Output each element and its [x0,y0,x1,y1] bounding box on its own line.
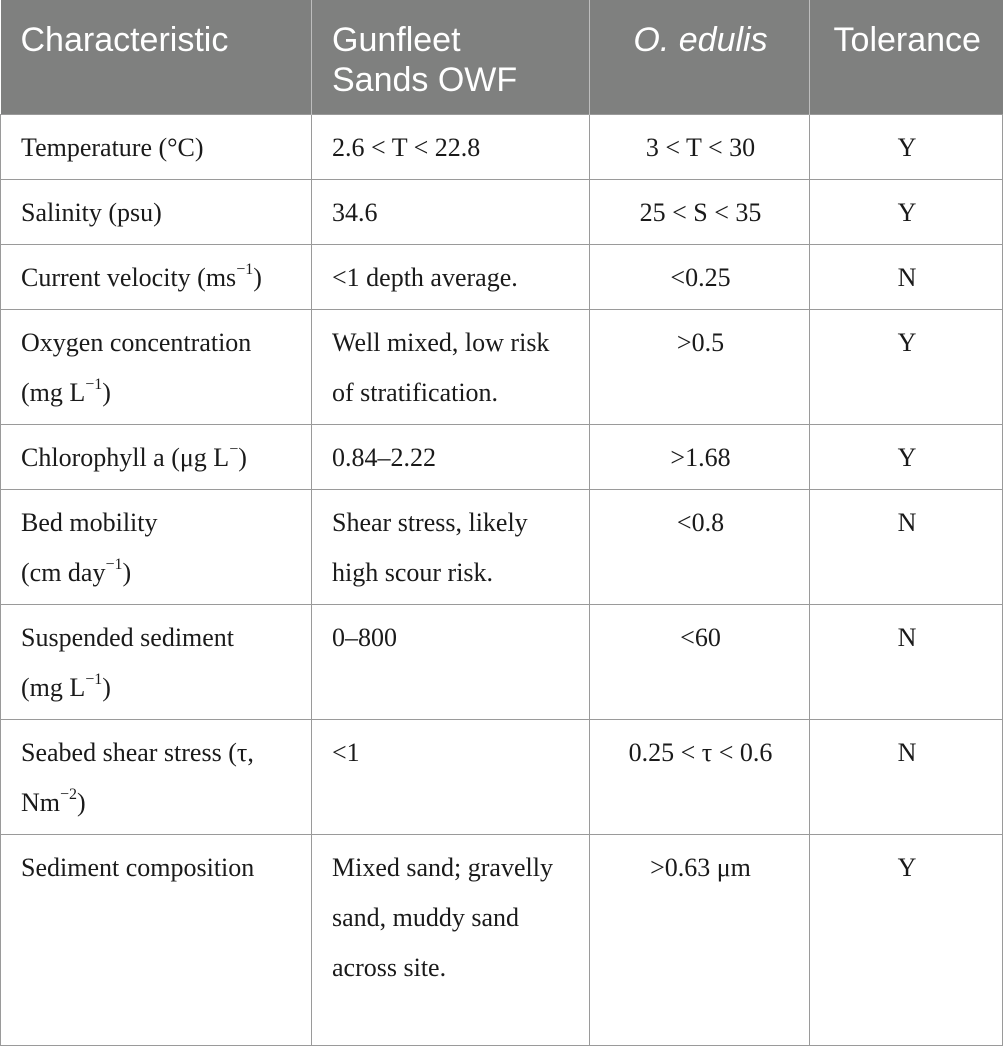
characteristic-text: (mg L [21,672,86,702]
header-gunfleet-line2: Sands OWF [332,61,518,99]
cell-characteristic [1,424,312,489]
table-row [1,424,1003,489]
cell-characteristic [1,719,312,834]
table-row [1,719,1003,834]
cell-gunfleet: <1 depth average. [312,244,590,309]
cell-gunfleet: Shear stress, likely high scour risk. [312,489,590,604]
cell-o-edulis: 3 < T < 30 [590,114,810,179]
table-row [1,489,1003,604]
characteristic-text: (mg L [21,377,86,407]
cell-tolerance: N [810,719,1003,834]
table-row [1,179,1003,244]
cell-tolerance: N [810,489,1003,604]
cell-tolerance: Y [810,309,1003,424]
cell-gunfleet: Well mixed, low risk of stratification. [312,309,590,424]
table-header [1,0,1003,114]
characteristic-exponent: − [229,440,239,458]
characteristic-text-end: ) [102,377,111,407]
cell-characteristic [1,244,312,309]
cell-o-edulis: <0.25 [590,244,810,309]
characteristic-text-end: ) [238,442,247,472]
characteristic-line1: Bed mobility [21,507,158,537]
cell-tolerance: Y [810,179,1003,244]
cell-gunfleet: 2.6 < T < 22.8 [312,114,590,179]
cell-characteristic: Salinity (psu) [1,179,312,244]
characteristic-exponent: −2 [60,785,78,803]
cell-gunfleet: Mixed sand; gravelly sand, muddy sand across site. [312,834,590,1045]
characteristic-line1: Oxygen concentration [21,327,252,357]
table-row [1,834,1003,1045]
cell-tolerance: N [810,604,1003,719]
cell-o-edulis: 0.25 < τ < 0.6 [590,719,810,834]
cell-tolerance: N [810,244,1003,309]
cell-tolerance: Y [810,424,1003,489]
cell-gunfleet: <1 [312,719,590,834]
header-o-edulis: O. edulis [590,0,810,114]
cell-characteristic [1,489,312,604]
header-characteristic: Characteristic [1,0,312,114]
table-row [1,309,1003,424]
cell-o-edulis: <0.8 [590,489,810,604]
cell-tolerance: Y [810,114,1003,179]
characteristic-exponent: −1 [85,670,103,688]
cell-o-edulis: >0.63 μm [590,834,810,1045]
cell-characteristic [1,604,312,719]
table-row [1,244,1003,309]
table-body [1,114,1003,1045]
header-tolerance: Tolerance [810,0,1003,114]
characteristic-text-end: ) [122,557,132,587]
header-row [1,0,1003,114]
cell-characteristic [1,309,312,424]
cell-o-edulis: >0.5 [590,309,810,424]
characteristic-text: (cm day [21,557,106,587]
cell-gunfleet: 0.84–2.22 [312,424,590,489]
characteristic-text-end: ) [102,672,111,702]
header-gunfleet-line1: Gunfleet [332,21,461,59]
cell-o-edulis: <60 [590,604,810,719]
table-row [1,604,1003,719]
characteristic-exponent: −1 [236,260,254,278]
characteristic-text: Nm [21,787,60,817]
cell-o-edulis: 25 < S < 35 [590,179,810,244]
cell-o-edulis: >1.68 [590,424,810,489]
cell-characteristic: Sediment composition [1,834,312,1045]
characteristic-text-end: ) [77,787,86,817]
cell-characteristic: Temperature (°C) [1,114,312,179]
characteristic-line1: Suspended sediment [21,622,235,652]
cell-tolerance: Y [810,834,1003,1045]
cell-gunfleet: 34.6 [312,179,590,244]
table-row [1,114,1003,179]
characteristic-exponent: −1 [85,375,103,393]
characteristic-text: Current velocity (ms [21,262,237,292]
cell-gunfleet: 0–800 [312,604,590,719]
characteristic-text: Chlorophyll a (μg L [21,442,230,472]
characteristic-line1: Seabed shear stress (τ, [21,737,254,767]
characteristic-exponent: −1 [105,555,123,573]
header-gunfleet [312,0,590,114]
characteristic-text-end: ) [253,262,262,292]
